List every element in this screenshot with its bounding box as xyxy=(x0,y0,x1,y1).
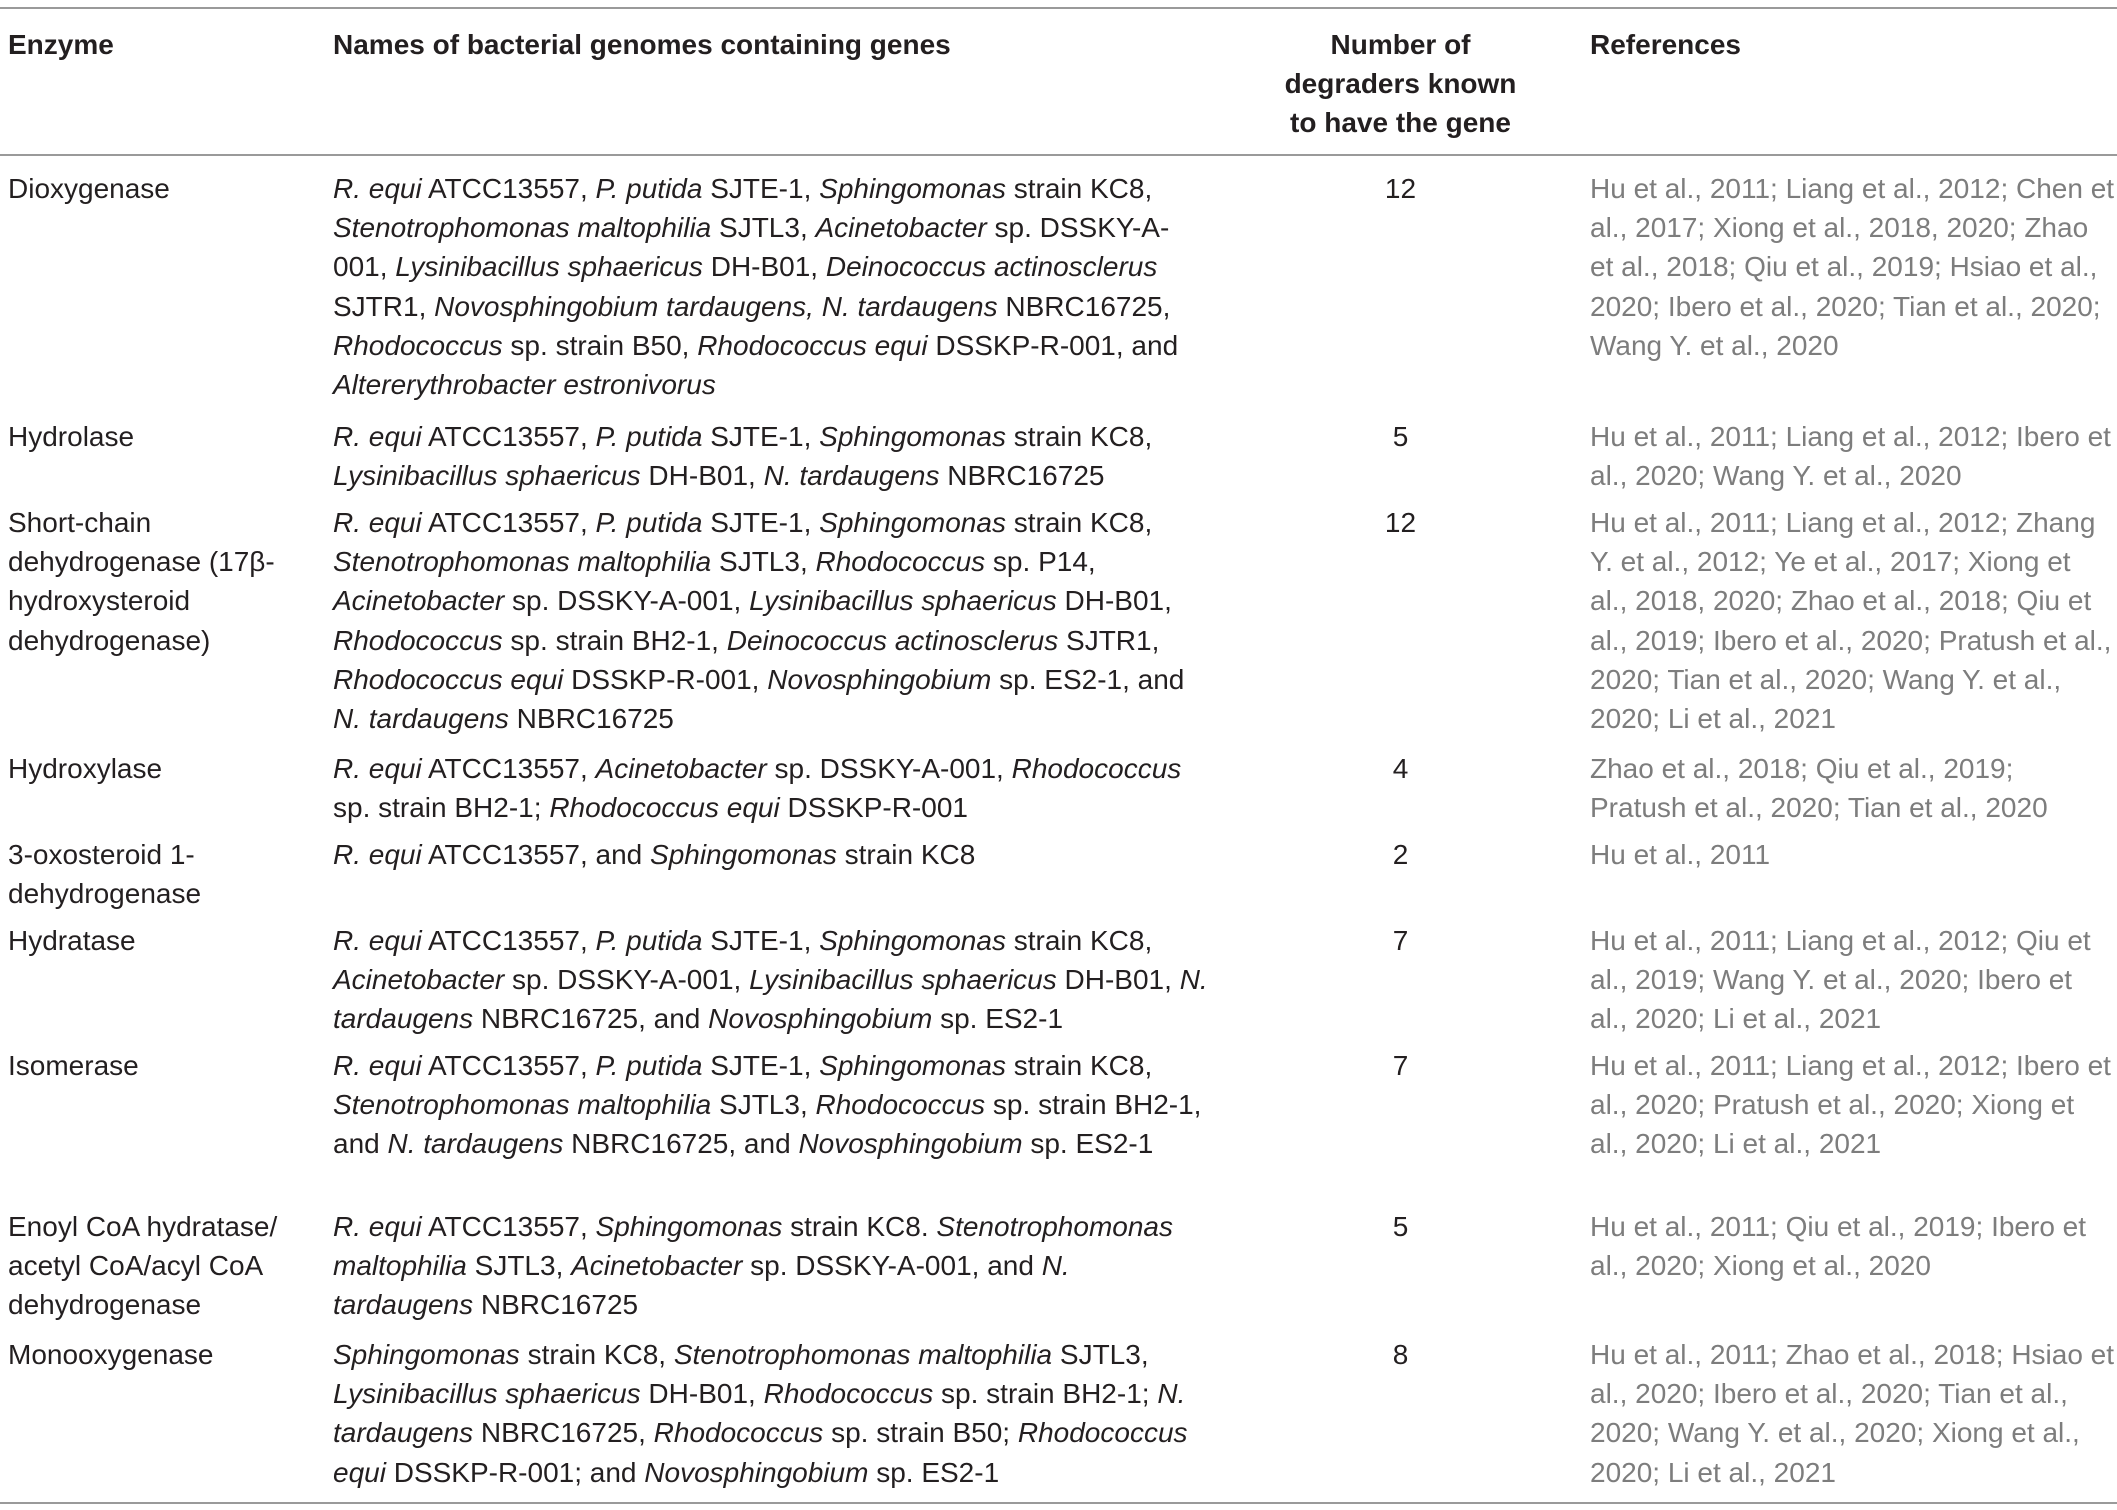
strain-text: ATCC13557, and xyxy=(421,839,651,870)
species-name: Rhodococcus xyxy=(1011,753,1182,784)
strain-text: DSSKP-R-001 xyxy=(779,792,968,824)
species-name: Rhodococcus equi xyxy=(549,792,780,824)
degrader-count-cell: 12 xyxy=(1384,173,1417,204)
species-name: R. equi xyxy=(333,839,422,870)
species-name: Acinetobacter xyxy=(333,585,505,617)
strain-text: strain KC8, xyxy=(1005,421,1153,452)
references-cell: Hu et al., 2011; Liang et al., 2012; Ibero et al., 2020; Pratush et al., 2020; Xiong et al., 2020; Li et al., 2021 xyxy=(1590,1050,2111,1160)
degrader-count-cell: 5 xyxy=(1392,1211,1409,1242)
enzyme-cell: Monooxygenase xyxy=(8,1339,214,1370)
species-name: Sphingomonas xyxy=(819,1050,1006,1081)
species-name: Novosphingobium xyxy=(798,1128,1023,1160)
strain-text: sp. strain BH2-1, and xyxy=(333,1089,1202,1160)
species-name: P. putida xyxy=(595,173,703,204)
genomes-cell xyxy=(333,921,1213,1039)
strain-text: SJTR1, xyxy=(333,290,435,322)
strain-text: SJTE-1, xyxy=(702,925,820,956)
degrader-count-cell: 12 xyxy=(1384,507,1417,538)
strain-text: sp. strain B50, xyxy=(502,329,698,361)
enzyme-cell: Dioxygenase xyxy=(8,173,170,204)
strain-text: NBRC16725, xyxy=(997,290,1171,322)
species-name: Novosphingobium tardaugens, N. tardaugens xyxy=(434,290,998,322)
references-cell: Hu et al., 2011; Liang et al., 2012; Chen et al., 2017; Xiong et al., 2018, 2020; Zhao et al., 2018; Qiu et al., 2019; Hsiao et al., 2020; Ibero et al., 2020; Tian et al., 2020; Wang Y. et al., 2020 xyxy=(1590,173,2115,361)
strain-text: ATCC13557, xyxy=(421,421,596,452)
species-name: Lysinibacillus sphaericus xyxy=(333,460,641,492)
species-name: Stenotrophomonas maltophilia xyxy=(333,1211,1173,1282)
species-name: Lysinibacillus sphaericus xyxy=(333,1378,641,1410)
genomes-cell xyxy=(333,1207,1213,1325)
header-enzyme: Enzyme xyxy=(8,29,114,60)
strain-text: SJTE-1, xyxy=(702,1050,820,1081)
species-name: Rhodococcus xyxy=(333,329,503,361)
strain-text: sp. strain B50; xyxy=(823,1417,1018,1449)
genomes-cell xyxy=(333,835,1213,874)
strain-text: SJTL3, xyxy=(1052,1339,1149,1370)
species-name: Rhodococcus equi xyxy=(697,329,928,361)
species-name: N. tardaugens xyxy=(333,703,509,735)
species-name: Rhodococcus xyxy=(815,546,986,578)
table-bottom-rule xyxy=(0,1502,2117,1504)
genomes-cell xyxy=(333,749,1213,827)
strain-text: SJTE-1, xyxy=(702,507,820,538)
strain-text: strain KC8 xyxy=(836,839,976,870)
strain-text: strain KC8, xyxy=(1005,925,1153,956)
strain-text: DH-B01, xyxy=(640,1378,764,1410)
species-name: N. tardaugens xyxy=(763,460,940,492)
species-name: Lysinibacillus sphaericus xyxy=(395,251,703,283)
species-name: P. putida xyxy=(595,507,703,538)
species-name: Rhodococcus xyxy=(333,624,503,656)
species-name: Acinetobacter xyxy=(333,964,505,996)
strain-text: SJTE-1, xyxy=(702,173,820,204)
species-name: Sphingomonas xyxy=(819,421,1006,452)
enzyme-cell: Short-chain dehydrogenase (17β-hydroxysteroid dehydrogenase) xyxy=(8,507,275,656)
strain-text: DSSKP-R-001, and xyxy=(927,329,1179,361)
strain-text: NBRC16725 xyxy=(939,460,1105,492)
species-name: Rhodococcus xyxy=(653,1417,824,1449)
species-name: Lysinibacillus sphaericus xyxy=(749,964,1057,996)
strain-text: sp. strain BH2-1; xyxy=(333,792,550,824)
strain-text: ATCC13557, xyxy=(421,1211,596,1242)
degrader-count-cell: 4 xyxy=(1392,753,1409,784)
strain-text: sp. DSSKY-A-001, xyxy=(766,753,1012,784)
strain-text: strain KC8, xyxy=(1005,507,1153,538)
genomes-cell xyxy=(333,417,1213,495)
species-name: Novosphingobium xyxy=(767,663,992,695)
species-name: Rhodococcus xyxy=(763,1378,934,1410)
species-name: N. tardaugens xyxy=(333,1250,1070,1321)
strain-text: SJTE-1, xyxy=(702,421,820,452)
degrader-count-cell: 5 xyxy=(1392,421,1409,452)
strain-text: strain KC8. xyxy=(782,1211,937,1242)
enzyme-cell: Hydratase xyxy=(8,925,136,956)
species-name: Acinetobacter xyxy=(571,1250,743,1282)
header-number: Number of degraders known to have the gene xyxy=(1284,29,1517,139)
species-name: Rhodococcus equi xyxy=(333,1417,1188,1488)
strain-text: ATCC13557, xyxy=(421,507,596,538)
references-cell: Hu et al., 2011; Liang et al., 2012; Qiu et al., 2019; Wang Y. et al., 2020; Ibero et al., 2020; Li et al., 2021 xyxy=(1590,925,2091,1035)
degrader-count-cell: 2 xyxy=(1392,839,1409,870)
strain-text: sp. ES2-1 xyxy=(1022,1128,1154,1160)
species-name: Altererythrobacter estronivorus xyxy=(333,369,716,401)
references-cell: Hu et al., 2011; Qiu et al., 2019; Ibero et al., 2020; Xiong et al., 2020 xyxy=(1590,1211,2087,1282)
strain-text: SJTL3, xyxy=(711,546,816,578)
species-name: Acinetobacter xyxy=(595,753,767,784)
species-name: Stenotrophomonas maltophilia xyxy=(333,546,712,578)
species-name: N. tardaugens xyxy=(333,1378,1186,1449)
species-name: N. tardaugens xyxy=(387,1128,564,1160)
strain-text: DSSKP-R-001, xyxy=(563,663,768,695)
strain-text: NBRC16725, and xyxy=(563,1128,799,1160)
genomes-cell xyxy=(333,503,1213,738)
species-name: P. putida xyxy=(595,421,703,452)
genomes-cell xyxy=(333,1335,1213,1492)
strain-text: strain KC8, xyxy=(1005,1050,1153,1081)
strain-text: ATCC13557, xyxy=(421,173,596,204)
table-top-rule xyxy=(0,7,2117,9)
degrader-count-cell: 7 xyxy=(1392,1050,1409,1081)
species-name: Sphingomonas xyxy=(819,507,1006,538)
strain-text: DH-B01, xyxy=(1056,585,1172,617)
species-name: R. equi xyxy=(333,421,422,452)
strain-text: sp. DSSKY-A-001, xyxy=(504,585,750,617)
strain-text: sp. DSSKY-A-001, xyxy=(333,212,1170,283)
species-name: Sphingomonas xyxy=(595,1211,783,1242)
references-cell: Hu et al., 2011; Liang et al., 2012; Zhang Y. et al., 2012; Ye et al., 2017; Xiong et al., 2018, 2020; Zhao et al., 2018; Qiu et al., 2019; Ibero et al., 2020; Pratush et al., 2020; Tian et al., 2020; Wang Y. et al., 2020; Li et al., 2021 xyxy=(1590,507,2112,735)
species-name: Rhodococcus xyxy=(815,1089,986,1121)
strain-text: sp. strain BH2-1; xyxy=(933,1378,1158,1410)
species-name: P. putida xyxy=(595,925,703,956)
strain-text: NBRC16725 xyxy=(508,703,674,735)
genomes-cell xyxy=(333,169,1213,404)
references-cell: Hu et al., 2011; Liang et al., 2012; Ibero et al., 2020; Wang Y. et al., 2020 xyxy=(1590,421,2111,492)
references-cell: Hu et al., 2011 xyxy=(1590,839,1771,870)
strain-text: ATCC13557, xyxy=(421,925,596,956)
enzyme-cell: Enoyl CoA hydratase/ acetyl CoA/acyl CoA dehydrogenase xyxy=(8,1211,278,1321)
genomes-cell xyxy=(333,1046,1213,1164)
header-genomes: Names of bacterial genomes containing genes xyxy=(333,29,951,60)
species-name: N. tardaugens xyxy=(333,964,1208,1035)
species-name: R. equi xyxy=(333,753,422,784)
strain-text: DH-B01, xyxy=(640,460,764,492)
species-name: Stenotrophomonas maltophilia xyxy=(333,1089,712,1121)
enzyme-cell: 3-oxosteroid 1-dehydrogenase xyxy=(8,839,202,910)
strain-text: SJTL3, xyxy=(711,1089,816,1121)
enzyme-cell: Hydrolase xyxy=(8,421,135,452)
strain-text: DSSKP-R-001; and xyxy=(385,1456,645,1488)
strain-text: sp. ES2-1, and xyxy=(991,663,1185,695)
strain-text: strain KC8, xyxy=(1005,173,1153,204)
species-name: Deinococcus actinosclerus xyxy=(726,624,1059,656)
references-cell: Zhao et al., 2018; Qiu et al., 2019; Pratush et al., 2020; Tian et al., 2020 xyxy=(1590,753,2048,824)
references-cell: Hu et al., 2011; Zhao et al., 2018; Hsiao et al., 2020; Ibero et al., 2020; Tian et al., 2020; Wang Y. et al., 2020; Xiong et al., 2020; Li et al., 2021 xyxy=(1590,1339,2115,1488)
species-name: Novosphingobium xyxy=(708,1003,933,1035)
strain-text: strain KC8, xyxy=(519,1339,674,1370)
species-name: Novosphingobium xyxy=(644,1456,869,1488)
header-rule xyxy=(0,154,2117,156)
strain-text: NBRC16725 xyxy=(473,1289,639,1321)
strain-text: SJTR1, xyxy=(1058,624,1160,656)
strain-text: NBRC16725, and xyxy=(473,1003,709,1035)
strain-text: ATCC13557, xyxy=(421,753,596,784)
species-name: R. equi xyxy=(333,1050,422,1081)
enzyme-cell: Isomerase xyxy=(8,1050,139,1081)
species-name: P. putida xyxy=(595,1050,703,1081)
species-name: Sphingomonas xyxy=(819,925,1006,956)
strain-text: sp. ES2-1 xyxy=(932,1003,1064,1035)
species-name: Stenotrophomonas maltophilia xyxy=(673,1339,1053,1370)
strain-text: sp. ES2-1 xyxy=(868,1456,1000,1488)
degrader-count-cell: 8 xyxy=(1392,1339,1409,1370)
header-references: References xyxy=(1590,29,1741,60)
strain-text: SJTL3, xyxy=(711,212,816,244)
strain-text: NBRC16725, xyxy=(473,1417,654,1449)
species-name: R. equi xyxy=(333,1211,422,1242)
strain-text: SJTL3, xyxy=(466,1250,572,1282)
species-name: R. equi xyxy=(333,173,422,204)
species-name: Sphingomonas xyxy=(819,173,1006,204)
strain-text: DH-B01, xyxy=(702,251,826,283)
species-name: Acinetobacter xyxy=(815,212,987,244)
species-name: Stenotrophomonas maltophilia xyxy=(333,212,712,244)
strain-text: sp. DSSKY-A-001, and xyxy=(742,1250,1042,1282)
strain-text: sp. P14, xyxy=(985,546,1096,578)
strain-text: DH-B01, xyxy=(1056,964,1180,996)
strain-text: ATCC13557, xyxy=(421,1050,596,1081)
enzyme-cell: Hydroxylase xyxy=(8,753,163,784)
strain-text: sp. strain BH2-1, xyxy=(502,624,727,656)
species-name: R. equi xyxy=(333,925,422,956)
species-name: Deinococcus actinosclerus xyxy=(825,251,1158,283)
strain-text: sp. DSSKY-A-001, xyxy=(504,964,750,996)
species-name: Sphingomonas xyxy=(333,1339,520,1370)
degrader-count-cell: 7 xyxy=(1392,925,1409,956)
species-name: Lysinibacillus sphaericus xyxy=(749,585,1057,617)
species-name: R. equi xyxy=(333,507,422,538)
species-name: Sphingomonas xyxy=(650,839,837,870)
species-name: Rhodococcus equi xyxy=(333,663,564,695)
